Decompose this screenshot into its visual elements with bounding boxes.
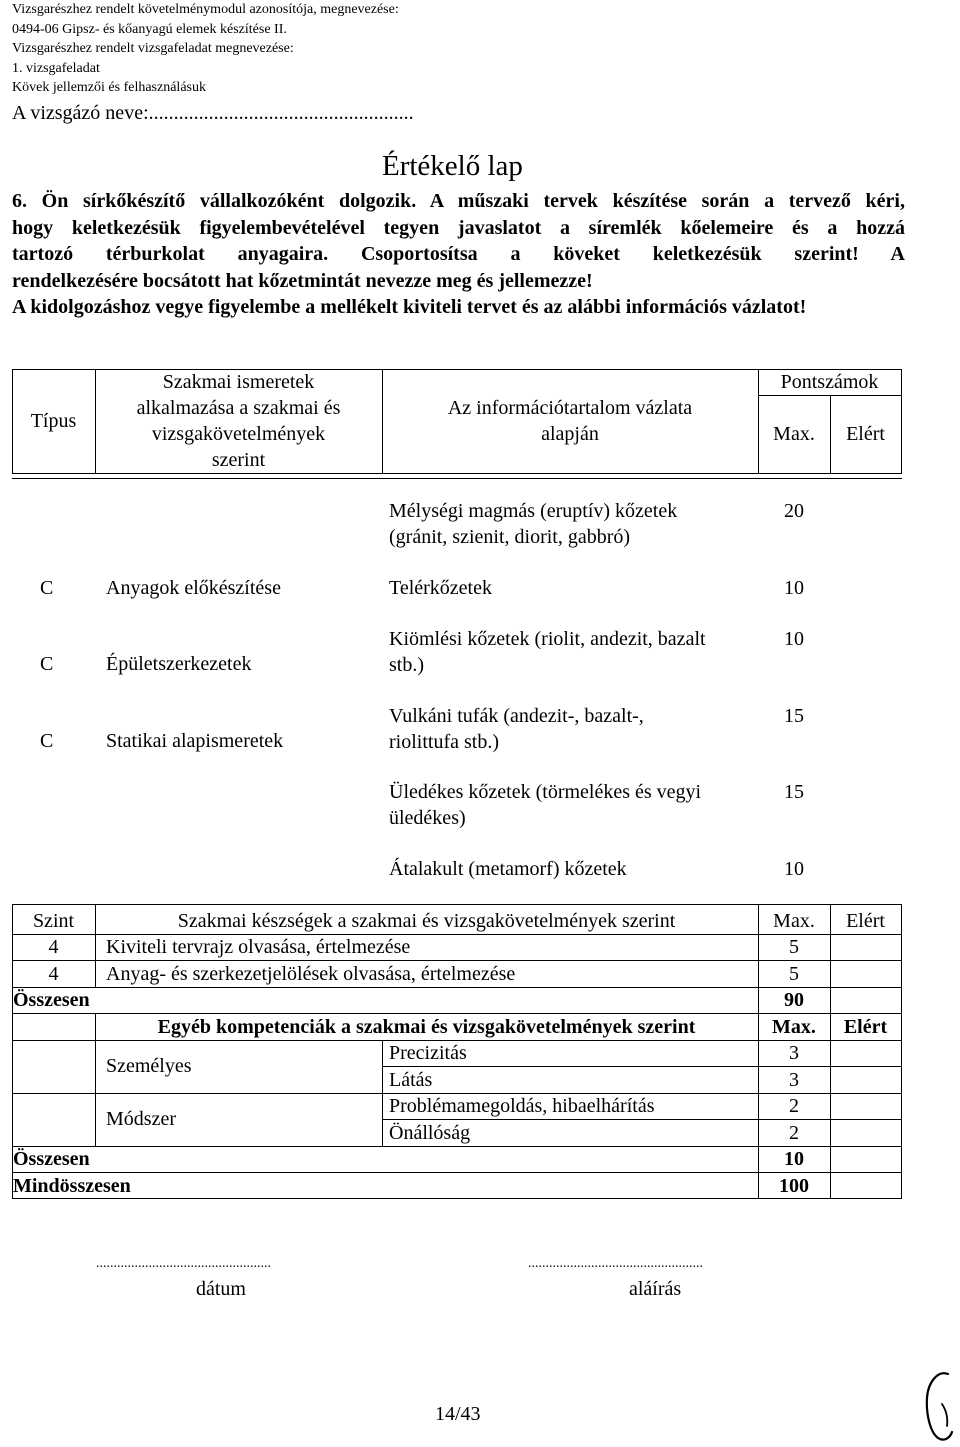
competence-max: 2 [789, 1095, 799, 1117]
competence-item: Látás [389, 1069, 433, 1091]
date-label: dátum [196, 1278, 246, 1300]
outline-item: Mélységi magmás (eruptív) kőzetek (gránit, szienit, diorit, gabbró) [389, 500, 678, 548]
col-max-header: Max. [773, 910, 815, 932]
skill-item: Anyag- és szerkezetjelölések olvasása, értelmezése [106, 963, 516, 985]
outline-max: 15 [784, 781, 804, 803]
group-name: Személyes [106, 1055, 192, 1077]
knowledge-item: Épületszerkezetek [106, 653, 252, 675]
knowledge-item: Anyagok előkészítése [106, 577, 281, 599]
document-header [12, 0, 399, 98]
other-achieved-header: Elért [843, 1016, 888, 1038]
competence-item: Problémamegoldás, hibaelhárítás [389, 1095, 655, 1117]
header-module-label: Vizsgarészhez rendelt követelménymodul azonosítója, megnevezése: [12, 2, 399, 17]
knowledge-item: Statikai alapismeretek [106, 730, 284, 752]
page-number: 14/43 [435, 1403, 481, 1425]
competence-item: Precizitás [389, 1042, 467, 1064]
task-line-2: hogy keletkezésük figyelembevételével tegyen javaslatot a síremlék kőelemeire és a hozzá [12, 216, 905, 239]
outline-max: 10 [784, 858, 804, 880]
competence-max: 3 [789, 1069, 799, 1091]
other-competences-header: Egyéb kompetenciák a szakmai és vizsgakövetelmények szerint [157, 1016, 696, 1038]
outline-item: Telérkőzetek [389, 577, 492, 599]
col-skills-header: Szakmai készségek a szakmai és vizsgakövetelmények szerint [177, 910, 676, 932]
candidate-name-line: A vizsgázó neve:..................................................... [12, 102, 414, 124]
date-dotted-line: .................................................. [96, 1256, 271, 1271]
col-level-header: Szint [32, 910, 75, 932]
subtotal-max: 90 [784, 989, 804, 1011]
col-max-header: Max. [773, 423, 815, 445]
outline-item: Vulkáni tufák (andezit-, bazalt-, riolittufa stb.) [389, 705, 644, 753]
skill-max: 5 [789, 963, 799, 985]
outline-max: 15 [784, 705, 804, 727]
competence-max: 2 [789, 1122, 799, 1144]
col-achieved-header: Elért [846, 910, 885, 932]
task-line-1: 6. Ön sírkőkészítő vállalkozóként dolgozik. A műszaki tervek készítése során a tervező kéri, [12, 190, 905, 212]
level-cell: 4 [48, 963, 59, 985]
col-knowledge-header: Szakmai ismeretek alkalmazása a szakmai és vizsgakövetelmények szerint [136, 371, 341, 471]
col-outline-header: Az információtartalom vázlata alapján [447, 397, 693, 445]
page-title: Értékelő lap [382, 150, 523, 182]
signature-label: aláírás [629, 1278, 682, 1300]
header-module-name: 0494-06 Gipsz- és kőanyagú elemek készítése II. [12, 21, 287, 37]
outline-max: 20 [784, 500, 804, 522]
task-line-3: tartozó térburkolat anyagaira. Csoportosítsa a köveket keletkezésük szerint! A [12, 243, 905, 265]
task-line-4: rendelkezésére bocsátott hat kőzetmintát nevezze meg és jellemezze! [12, 269, 593, 292]
col-type-header: Típus [30, 410, 77, 432]
type-cell: C [40, 653, 54, 675]
header-task-name: Kövek jellemzői és felhasználásuk [12, 80, 206, 95]
outline-max: 10 [784, 577, 804, 599]
outline-item: Kiömlési kőzetek (riolit, andezit, bazalt stb.) [389, 628, 706, 676]
handwritten-mark-icon [918, 1368, 958, 1444]
competence-max: 3 [789, 1042, 799, 1064]
grand-total-label: Mindösszesen [13, 1175, 131, 1197]
outline-item: Átalakult (metamorf) kőzetek [389, 858, 627, 880]
skill-max: 5 [789, 936, 799, 958]
type-cell: C [40, 730, 54, 752]
group-name: Módszer [106, 1108, 176, 1130]
header-task-label: Vizsgarészhez rendelt vizsgafeladat megnevezése: [12, 41, 294, 56]
outline-max: 10 [784, 628, 804, 650]
col-points-header: Pontszámok [780, 371, 879, 393]
subtotal-label: Összesen [13, 989, 90, 1011]
type-cell: C [40, 577, 54, 599]
other-total-label: Összesen [13, 1148, 90, 1170]
competence-item: Önállóság [389, 1122, 471, 1144]
task-line-5: A kidolgozáshoz vegye figyelembe a mellékelt kiviteli tervet és az alábbi információs vázlatot! [12, 296, 807, 318]
task-description [12, 188, 905, 321]
col-achieved-header: Elért [846, 423, 885, 445]
grand-total-max: 100 [779, 1175, 809, 1197]
skill-item: Kiviteli tervrajz olvasása, értelmezése [106, 936, 411, 958]
header-task-number: 1. vizsgafeladat [12, 60, 100, 76]
level-cell: 4 [48, 936, 59, 958]
signature-dotted-line: .................................................. [528, 1256, 703, 1271]
outline-item: Üledékes kőzetek (törmelékes és vegyi üledékes) [389, 781, 702, 829]
other-max-header: Max. [772, 1016, 816, 1038]
other-total-max: 10 [784, 1148, 804, 1170]
